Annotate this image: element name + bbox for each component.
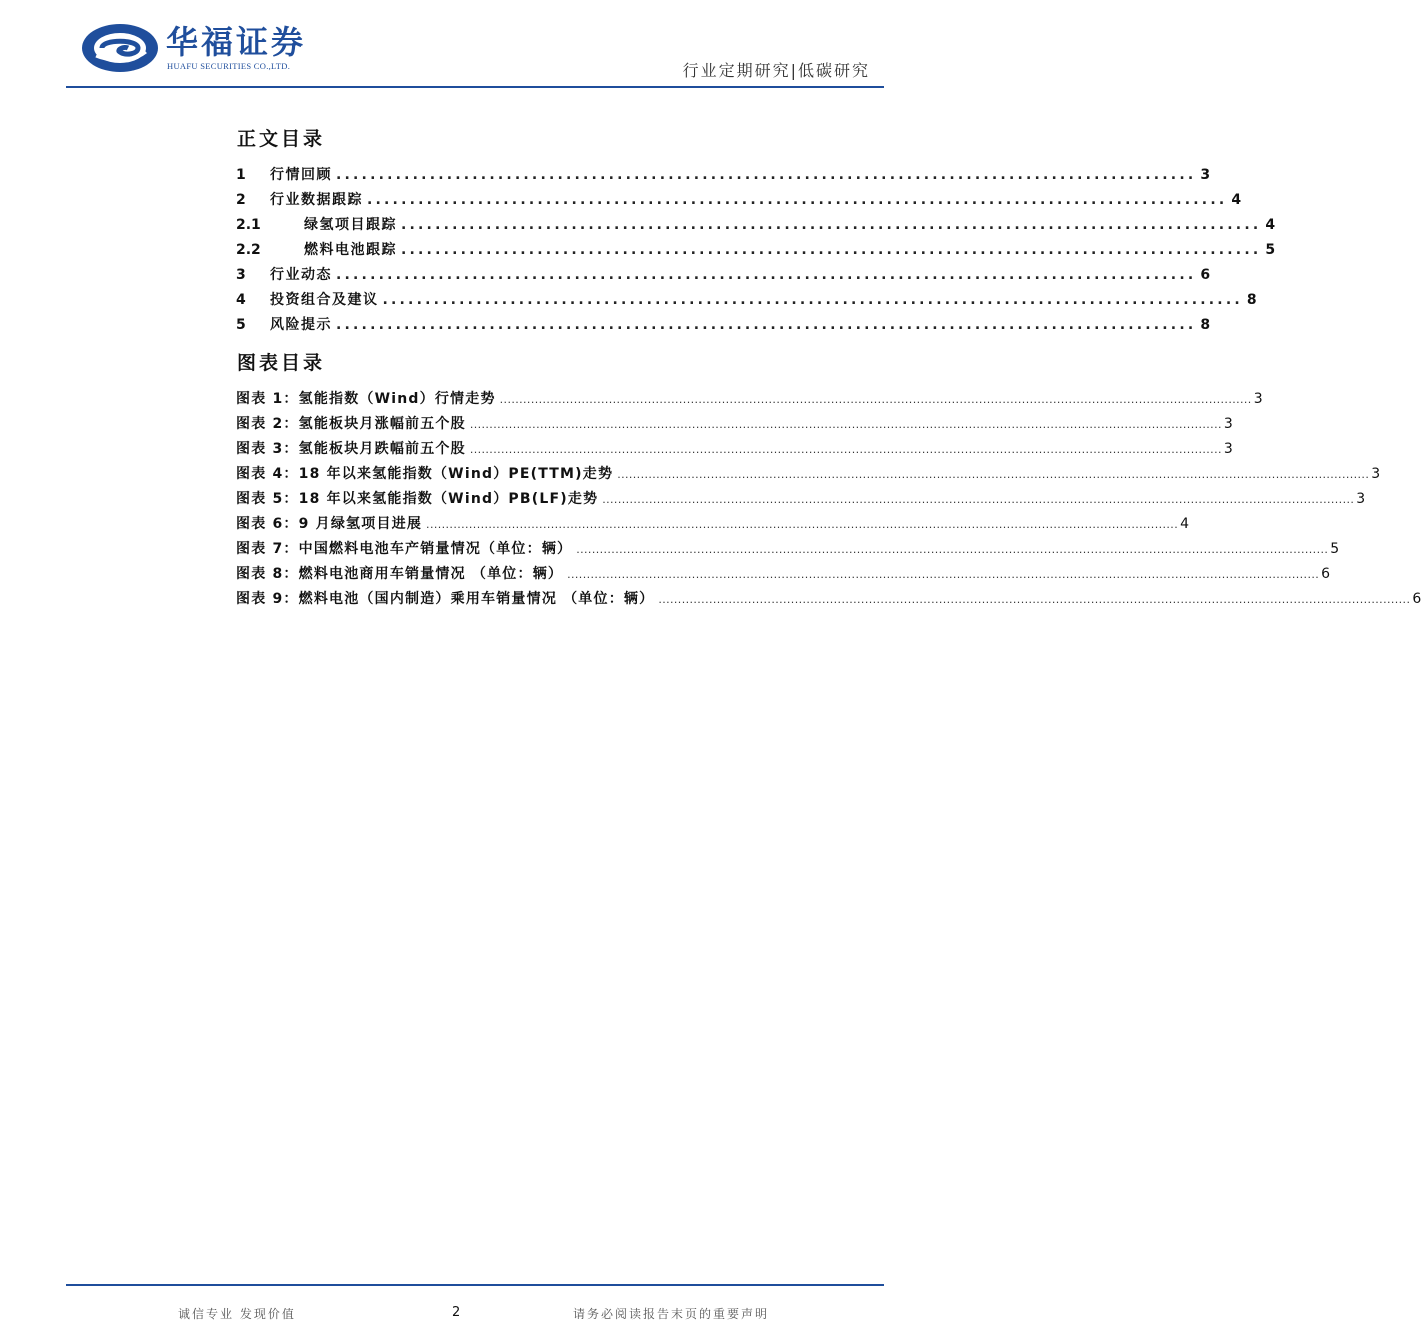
header-divider	[66, 86, 884, 88]
figure-item[interactable]	[236, 438, 1233, 463]
toc-item-text: 绿氢项目跟踪	[304, 217, 397, 233]
figure-label: 图表 3：	[236, 441, 299, 457]
toc-item-page: 5	[1265, 242, 1276, 258]
toc-item[interactable]	[236, 239, 1276, 264]
leader-dots: .....................................................................................................	[367, 192, 1228, 208]
figure-item[interactable]	[236, 413, 1233, 438]
figure-text: 氢能板块月涨幅前五个股	[298, 416, 466, 432]
toc-item-number: 2	[236, 192, 246, 208]
toc-item-text: 燃料电池跟踪	[304, 242, 397, 258]
footer-disclaimer: 请务必阅读报告末页的重要声明	[573, 1307, 770, 1321]
figure-text: 氢能板块月跌幅前五个股	[298, 441, 466, 457]
figure-item[interactable]	[236, 563, 1331, 588]
figure-label: 图表 5：	[236, 491, 299, 507]
toc-item-number: 4	[236, 292, 246, 308]
toc-item-page: 3	[1200, 167, 1211, 183]
toc-item-number: 5	[236, 317, 246, 333]
leader-dots: .................................................................................................................................................................................................	[469, 418, 1222, 431]
toc-item-page: 8	[1200, 317, 1211, 333]
figure-item[interactable]	[236, 463, 1381, 488]
figure-item[interactable]	[236, 388, 1263, 413]
toc-item-text: 行业动态	[270, 267, 332, 283]
logo-english-name: HUAFU SECURITIES CO.,LTD.	[167, 61, 291, 71]
figure-page: 6	[1321, 566, 1331, 582]
report-type: 行业定期研究|低碳研究	[682, 61, 870, 80]
toc-item[interactable]	[236, 214, 1276, 239]
toc-item-text: 风险提示	[270, 317, 332, 333]
toc-item-page: 4	[1231, 192, 1242, 208]
figure-text: 18 年以来氢能指数（Wind）PE(TTM)走势	[298, 466, 614, 482]
toc-item-number: 2.2	[236, 242, 261, 258]
leader-dots: .....................................................................................................	[336, 167, 1197, 183]
leader-dots: .....................................................................................................	[401, 217, 1262, 233]
toc-item-page: 8	[1246, 292, 1257, 308]
huafu-logo-icon	[80, 22, 160, 74]
toc-list	[236, 164, 1276, 339]
figure-item[interactable]	[236, 588, 1421, 613]
figure-page: 3	[1356, 491, 1366, 507]
figure-page: 6	[1412, 591, 1421, 607]
leader-dots: .................................................................................................................................................................................................	[499, 393, 1252, 406]
figures-list	[236, 388, 1421, 613]
leader-dots: .....................................................................................................	[401, 242, 1262, 258]
figure-label: 图表 9：	[236, 591, 299, 607]
figure-label: 图表 8：	[236, 566, 299, 582]
figure-label: 图表 6：	[236, 516, 299, 532]
toc-item[interactable]	[236, 289, 1257, 314]
leader-dots: .................................................................................................................................................................................................	[658, 593, 1411, 606]
figure-text: 9 月绿氢项目进展	[298, 516, 423, 532]
figure-item[interactable]	[236, 488, 1366, 513]
figure-item[interactable]	[236, 538, 1340, 563]
figure-page: 3	[1223, 441, 1233, 457]
toc-item-text: 投资组合及建议	[270, 292, 379, 308]
figure-item[interactable]	[236, 513, 1190, 538]
toc-item-text: 行业数据跟踪	[270, 192, 363, 208]
page-number: 2	[452, 1305, 461, 1320]
toc-item-page: 4	[1265, 217, 1276, 233]
toc-item-text: 行情回顾	[270, 167, 332, 183]
leader-dots: .................................................................................................................................................................................................	[602, 493, 1355, 506]
leader-dots: .....................................................................................................	[382, 292, 1243, 308]
toc-item-number: 2.1	[236, 217, 261, 233]
toc-item-page: 6	[1200, 267, 1211, 283]
figure-page: 3	[1253, 391, 1263, 407]
toc-item[interactable]	[236, 314, 1211, 339]
figure-label: 图表 1：	[236, 391, 299, 407]
toc-item[interactable]	[236, 264, 1211, 289]
toc-item-number: 3	[236, 267, 246, 283]
toc-title: 正文目录	[237, 128, 326, 150]
footer-divider	[66, 1284, 884, 1286]
leader-dots: .................................................................................................................................................................................................	[426, 518, 1179, 531]
figure-text: 氢能指数（Wind）行情走势	[298, 391, 496, 407]
leader-dots: .................................................................................................................................................................................................	[617, 468, 1370, 481]
toc-item[interactable]	[236, 164, 1211, 189]
figure-text: 燃料电池（国内制造）乘用车销量情况 （单位：辆）	[298, 591, 655, 607]
toc-item[interactable]	[236, 189, 1242, 214]
leader-dots: .....................................................................................................	[336, 267, 1197, 283]
figure-label: 图表 4：	[236, 466, 299, 482]
leader-dots: .................................................................................................................................................................................................	[469, 443, 1222, 456]
logo-chinese-name: 华福证券	[166, 23, 307, 61]
figures-title: 图表目录	[237, 352, 326, 374]
toc-item-number: 1	[236, 167, 246, 183]
company-logo	[80, 22, 320, 76]
leader-dots: .................................................................................................................................................................................................	[567, 568, 1320, 581]
figure-page: 3	[1223, 416, 1233, 432]
figure-page: 5	[1330, 541, 1340, 557]
figure-page: 3	[1371, 466, 1381, 482]
figure-text: 中国燃料电池车产销量情况（单位：辆）	[298, 541, 573, 557]
footer-slogan: 诚信专业 发现价值	[178, 1307, 296, 1321]
leader-dots: .....................................................................................................	[336, 317, 1197, 333]
figure-text: 燃料电池商用车销量情况 （单位：辆）	[298, 566, 564, 582]
figure-label: 图表 7：	[236, 541, 299, 557]
figure-label: 图表 2：	[236, 416, 299, 432]
figure-page: 4	[1180, 516, 1190, 532]
figure-text: 18 年以来氢能指数（Wind）PB(LF)走势	[298, 491, 599, 507]
leader-dots: .................................................................................................................................................................................................	[576, 543, 1329, 556]
